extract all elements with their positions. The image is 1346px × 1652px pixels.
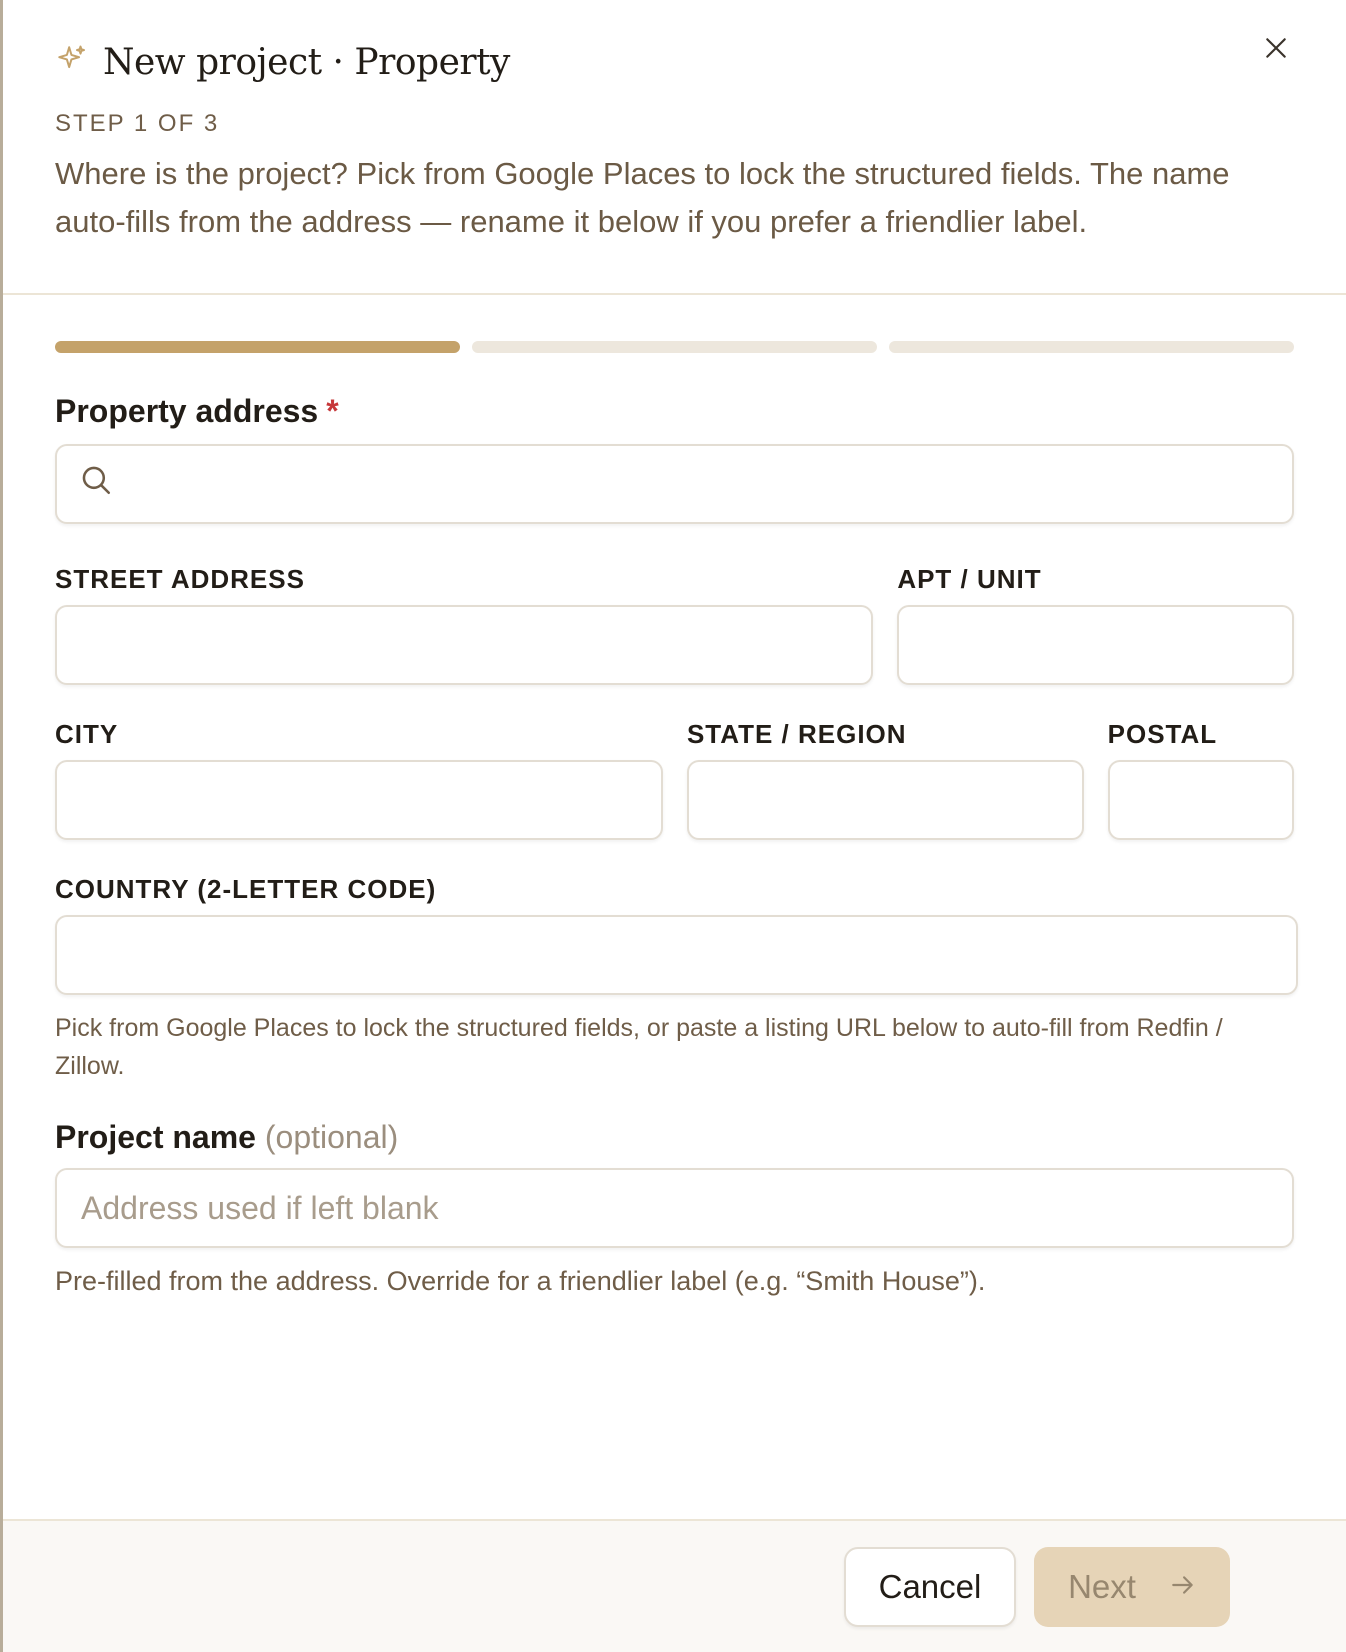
city-input[interactable] (55, 760, 663, 840)
close-icon (1263, 35, 1289, 66)
state-region-label: STATE / REGION (686, 719, 907, 749)
dialog-footer (3, 1519, 1346, 1652)
project-name-placeholder: Address used if left blank (81, 1189, 439, 1226)
project-name-label-text: Project name (55, 1119, 256, 1155)
state-region-input[interactable] (687, 760, 1084, 840)
search-icon (81, 463, 113, 505)
postal-label: POSTAL (1107, 719, 1218, 749)
project-name-input[interactable] (55, 1168, 1294, 1248)
project-name-label (55, 1119, 1294, 1156)
apt-field (897, 564, 1294, 685)
optional-tag: (optional) (264, 1119, 399, 1155)
dialog-description: Where is the project? Pick from Google Places to lock the structured fields. The name auto-fills from the address — rename it below if you prefer a friendlier label. (55, 156, 1230, 239)
country-field (55, 874, 1298, 995)
progress-bar (55, 341, 1294, 353)
close-button[interactable] (1256, 30, 1296, 70)
apt-unit-input[interactable] (897, 605, 1294, 685)
state-field (687, 719, 1084, 840)
sparkle-icon (55, 43, 89, 82)
arrow-right-icon (1170, 1568, 1196, 1606)
required-mark: * (326, 393, 339, 429)
progress-segment-1 (55, 341, 460, 353)
street-field (55, 564, 873, 685)
postal-input[interactable] (1108, 760, 1294, 840)
next-button[interactable] (1034, 1547, 1230, 1627)
street-address-input[interactable] (55, 605, 873, 685)
city-row (55, 719, 1294, 840)
city-field (55, 719, 663, 840)
street-address-label: STREET ADDRESS (55, 564, 305, 594)
dialog-header (3, 0, 1346, 293)
address-search-input[interactable] (55, 444, 1294, 524)
postal-field (1108, 719, 1294, 840)
cancel-button[interactable] (844, 1547, 1016, 1627)
street-row (55, 564, 1294, 685)
country-input[interactable] (55, 915, 1298, 995)
step-indicator: STEP 1 OF 3 (55, 110, 220, 137)
project-name-hint: Pre-filled from the address. Override for a friendlier label (e.g. “Smith House”). (55, 1266, 986, 1296)
property-address-label (55, 393, 1294, 430)
apt-unit-label: APT / UNIT (897, 564, 1042, 594)
progress-segment-3 (889, 341, 1294, 353)
dialog-body (3, 295, 1346, 1300)
property-address-label-text: Property address (55, 393, 319, 429)
progress-segment-2 (472, 341, 877, 353)
next-button-label: Next (1068, 1567, 1136, 1605)
country-label: COUNTRY (2-LETTER CODE) (55, 874, 437, 904)
address-hint: Pick from Google Places to lock the structured fields, or paste a listing URL below to auto-fill from Redfin / Zillow. (55, 1014, 1223, 1080)
title-row (55, 38, 1294, 86)
cancel-button-label: Cancel (878, 1567, 982, 1605)
dialog-title: New project · Property (103, 41, 510, 83)
city-label: CITY (55, 719, 119, 749)
